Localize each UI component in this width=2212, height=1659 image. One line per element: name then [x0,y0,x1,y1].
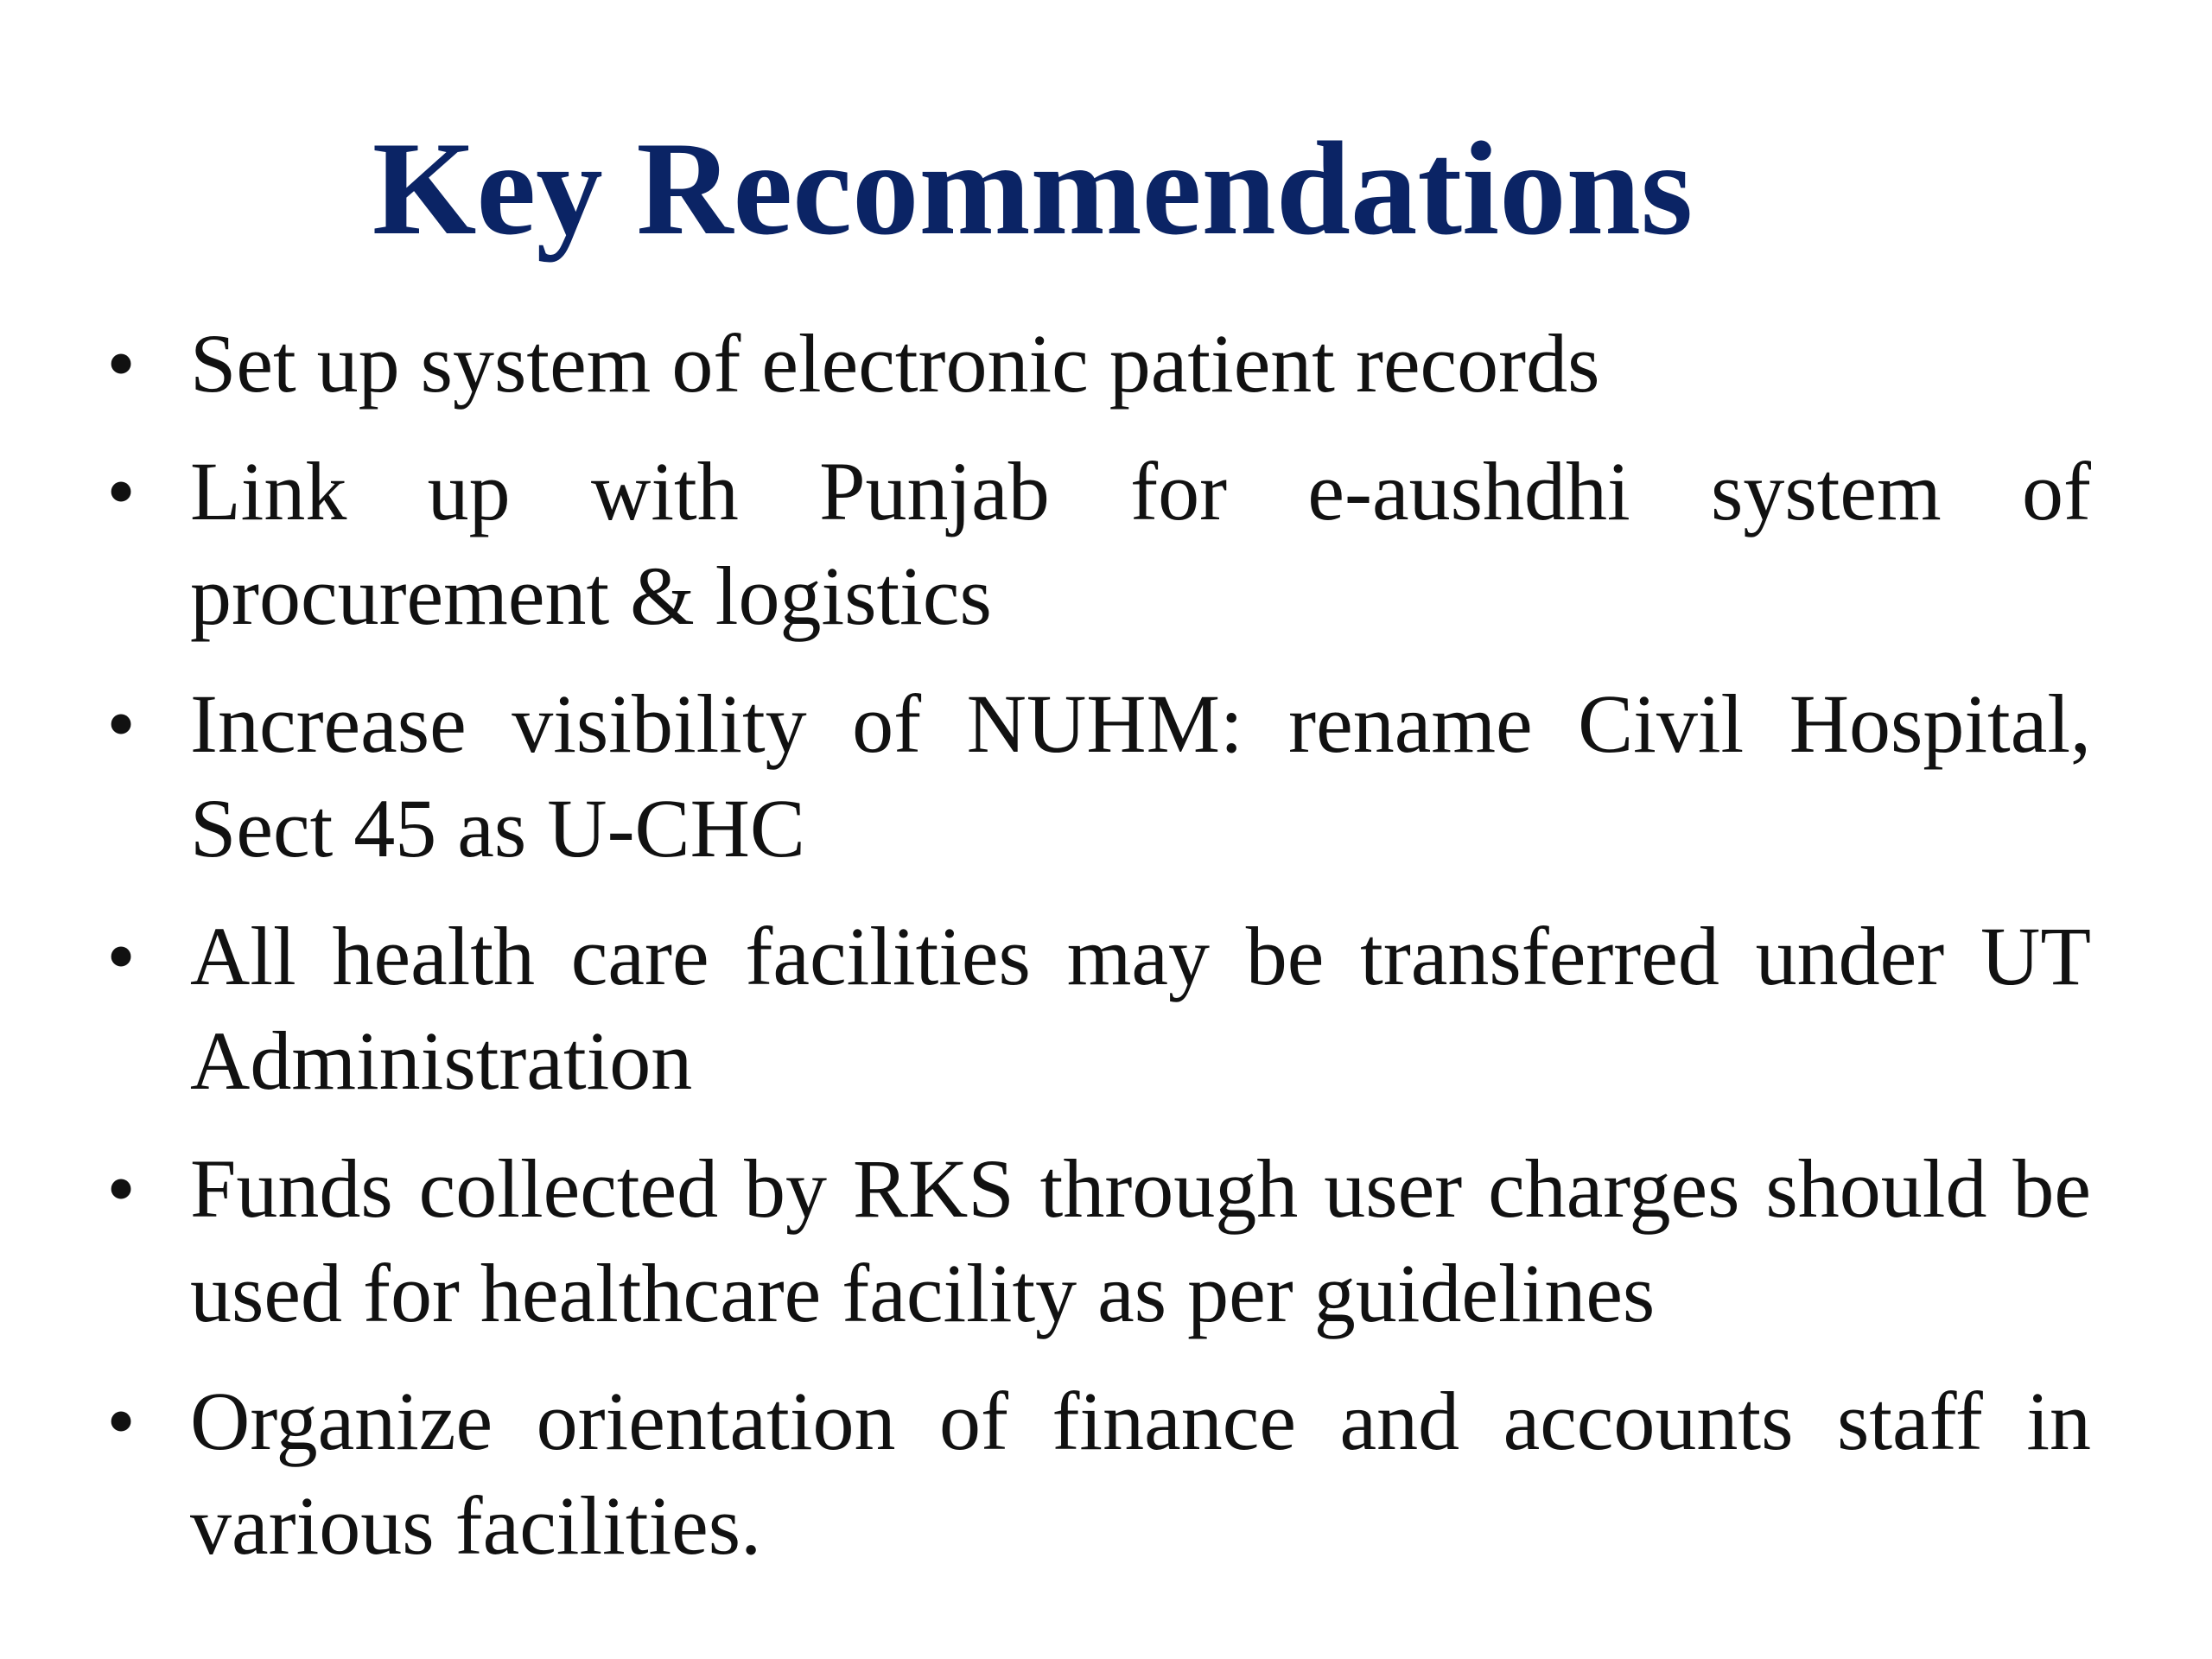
recommendations-list [95,311,2091,1601]
list-item [95,1136,2091,1345]
bullet-icon: • [106,317,136,410]
list-item-text: Increase visibility of NUHM: rename Civil Hospital, Sect 45 as U-CHC [190,677,2091,874]
list-item [95,904,2091,1113]
list-item [95,439,2091,648]
list-item-text: Funds collected by RKS through user charges should be used for healthcare facility as per guidelines [190,1142,2091,1339]
bullet-icon: • [106,910,136,1002]
bullet-icon: • [106,677,136,770]
bullet-icon: • [106,1142,136,1235]
bullet-icon: • [106,445,136,537]
list-item-text: Set up system of electronic patient records [190,317,1600,410]
bullet-icon: • [106,1375,136,1467]
list-item [95,671,2091,880]
list-item [95,311,2091,416]
list-item-text: Organize orientation of finance and accounts staff in various facilities. [190,1375,2091,1572]
list-item [95,1369,2091,1578]
list-item-text: Link up with Punjab for e-aushdhi system of procurement & logistics [190,445,2091,642]
slide-title: Key Recommendations [372,114,1694,263]
list-item-text: All health care facilities may be transferred under UT Administration [190,910,2091,1107]
